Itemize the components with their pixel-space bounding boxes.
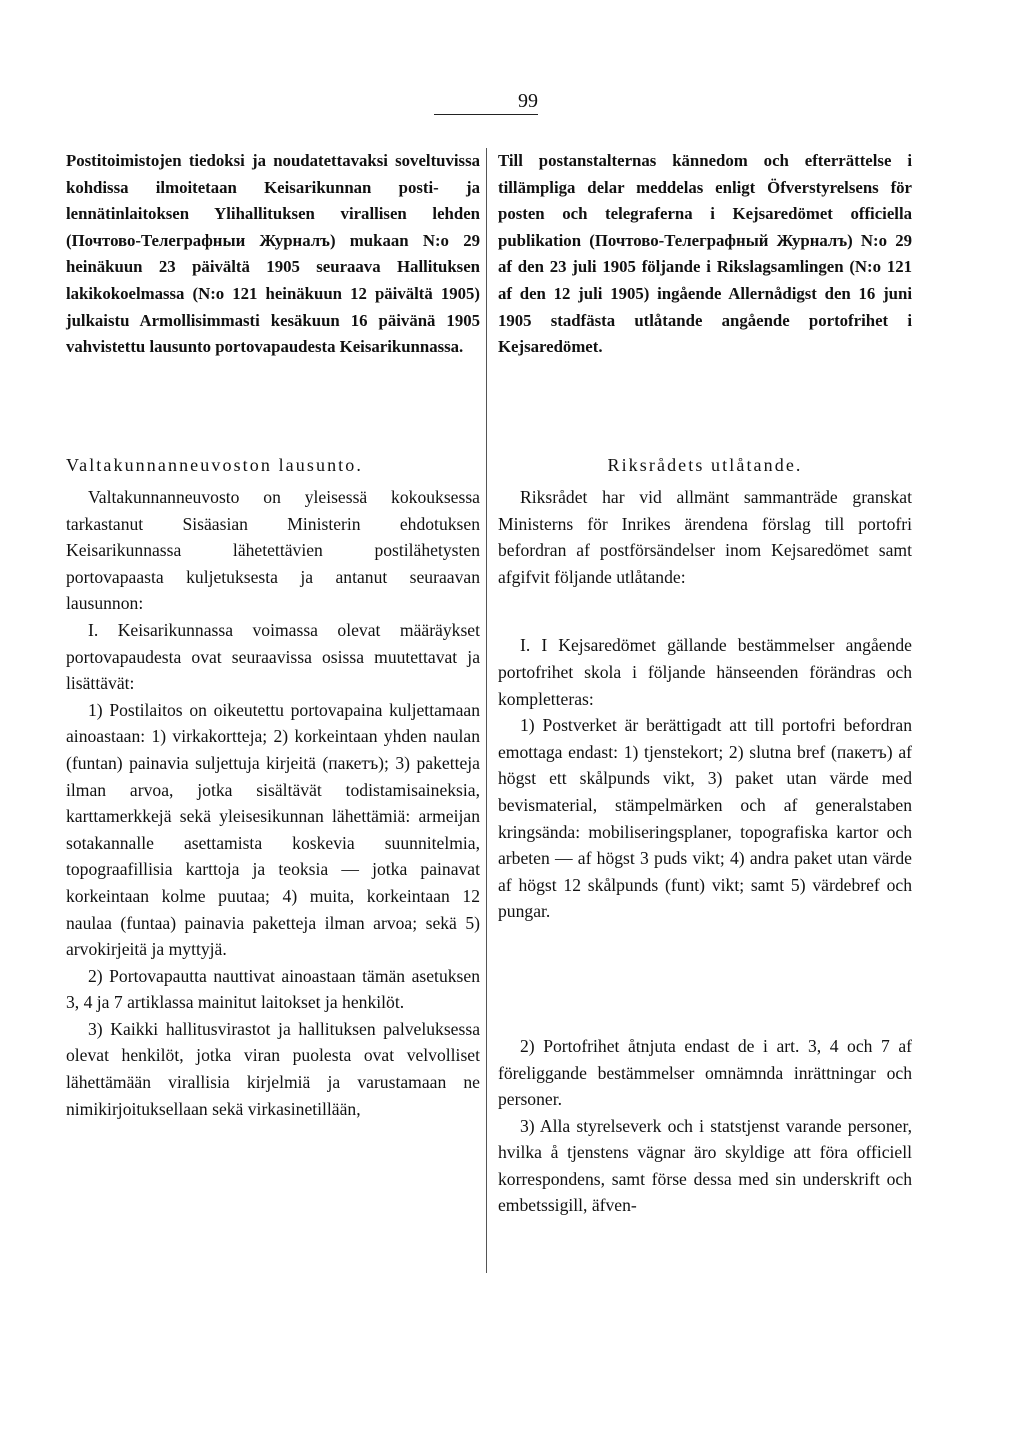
finnish-paragraph: 1) Postilaitos on oikeutettu portovapaina kuljettamaan ainoastaan: 1) virkakortteja; 2) korkeintaan yhden naulan (funtan) painavia suljettuja kirjeitä (пакетъ); 3) paketteja ilman arvoa, jotka sisältävät todistamisaineksia, karttamerkkejä sekä yleisesikunnan lähettämiä: armeijan sotakannalle asettamista koskevia suunnitelmia, topograafillisia karttoja ja teoksia — jotka painavat korkeintaan kolme puutaa; 4) muita, korkeintaan 12 naulaa (funtaa) painavia paketteja ilman arvoa; sekä 5) arvokirjeitä ja myttyjä. [66,699,480,960]
swedish-paragraph: 2) Portofrihet åtnjuta endast de i art. 3, 4 och 7 af föreliggande bestämmelser omnämnda inrättningar och personer. [498,1035,912,1110]
swedish-column [498,148,912,1216]
swedish-intro: Till postanstalternas kännedom och efterrättelse i tillämpliga delar meddelas enligt Öfverstyrelsens för posten och telegraferna i Kejsaredömet officiella publikation (Почтово-Телеграфный Журналъ) N:o 29 af den 23 juli 1905 följande i Rikslagsamlingen (N:o 121 af den 12 juli 1905) ingående Allernådigst den 16 juni 1905 stadfästa utlåtande angående portofrihet i Kejsaredömet. [498,151,912,357]
swedish-body [498,484,912,1219]
finnish-paragraph: 3) Kaikki hallitusvirastot ja hallituksen palveluksessa olevat henkilöt, jotka viran puolesta ovat velvolliset lähettämään virallisia kirjelmiä ja varustamaan ne nimikirjoituksellaan sekä virkasinetillään, [66,1018,480,1119]
finnish-heading: Valtakunnanneuvoston lausunto. [66,455,363,475]
column-divider [486,148,487,1273]
swedish-heading: Riksrådets utlåtande. [607,455,803,475]
finnish-column [66,148,480,1119]
finnish-body [66,484,480,1122]
finnish-paragraph: 2) Portovapautta nauttivat ainoastaan tämän asetuksen 3, 4 ja 7 artiklassa mainitut laitokset ja henkilöt. [66,965,480,1013]
swedish-paragraph: 1) Postverket är berättigadt att till portofri befordran emottaga endast: 1) tjenstekort; 2) slutna bref (пакетъ) af högst ett skålpunds vikt, 3) paket utan värde med bevismaterial, stämpelmärken och af generalstaben kringsända: mobiliseringsplaner, topografiska kartor och arbeten — af högst 3 puds vikt; 4) andra paket utan värde af högst 12 skålpunds (funt) vikt; samt 5) värdebref och pungar. [498,715,912,922]
finnish-intro: Postitoimistojen tiedoksi ja noudatettavaksi soveltuvissa kohdissa ilmoitetaan Keisarikunnan posti- ja lennätinlaitoksen Ylihallituksen virallisen lehden (Почтово-Телеграфныи Журналъ) mukaan N:o 29 heinäkuun 23 päivältä 1905 seuraava Hallituksen lakikokoelmassa (N:o 121 heinäkuun 12 päivältä 1905) julkaistu Armollisimmasti kesäkuun 16 päivänä 1905 vahvistettu lausunto portovapaudesta Keisarikunnassa. [66,151,480,357]
finnish-paragraph: Valtakunnanneuvosto on yleisessä kokouksessa tarkastanut Sisäasian Ministerin ehdotuksen Keisarikunnassa lähetettävien postilähetysten portovapaasta kuljetuksesta ja antanut seuraavan lausunnon: [66,487,480,614]
swedish-paragraph: 3) Alla styrelseverk och i statstjenst varande personer, hvilka å tjenstens vägnar äro skyldige att föra officiell korrespondens, samt förse dessa med sin underskrift och embetssigill, äfven- [498,1115,912,1216]
finnish-paragraph: I. Keisarikunnassa voimassa olevat määräykset portovapaudesta ovat seuraavissa osissa muutettavat ja lisättävät: [66,619,480,694]
swedish-paragraph: Riksrådet har vid allmänt sammanträde granskat Ministerns för Inrikes ärendena förslag till portofri befordran af postförsändelser inom Kejsaredömet samt afgifvit följande utlåtande: [498,487,912,587]
page-number: 99 [434,90,538,115]
swedish-paragraph: I. I Kejsaredömet gällande bestämmelser angående portofrihet skola i följande hänseenden förändras och kompletteras: [498,635,912,709]
